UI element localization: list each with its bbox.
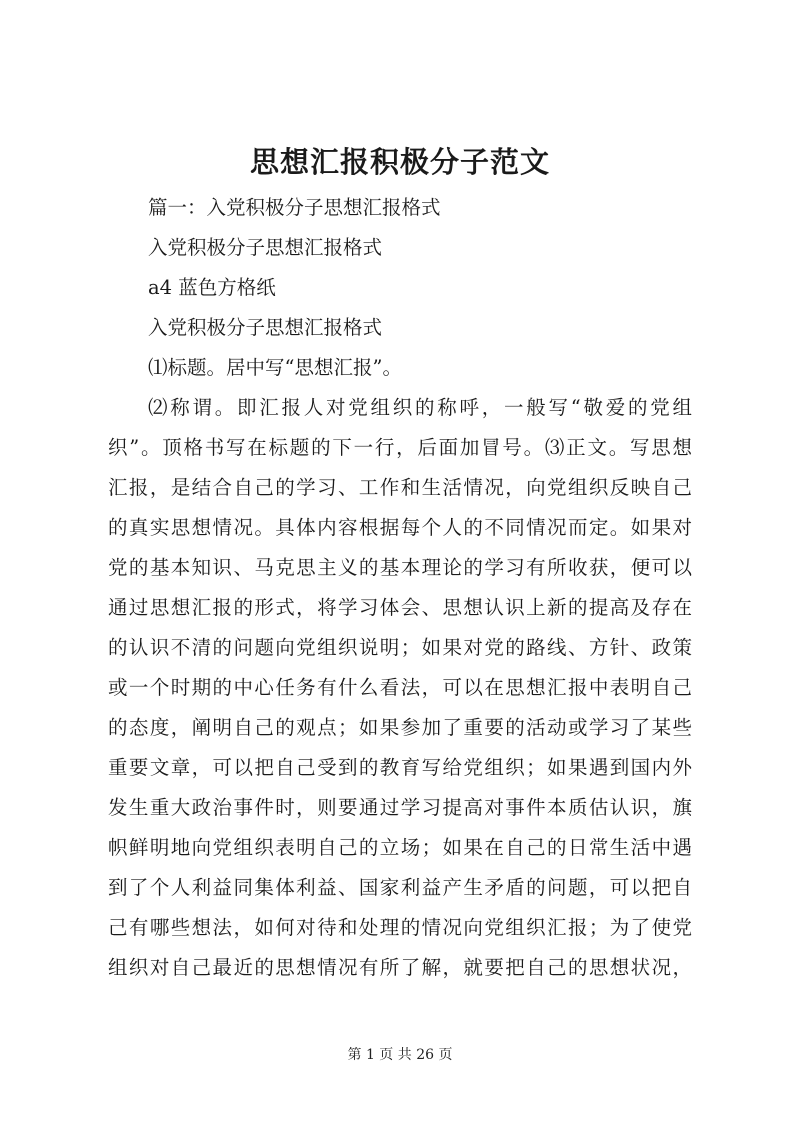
page-number-footer: 第 1 页 共 26 页	[347, 1047, 453, 1063]
paragraph-line: 汇报，是结合自己的学习、工作和生活情况，向党组织反映自己	[108, 476, 692, 499]
paragraph-line: 党的基本知识、马克思主义的基本理论的学习有所收获，便可以	[108, 556, 692, 579]
document-body	[108, 188, 692, 988]
paragraph-line: 或一个时期的中心任务有什么看法，可以在思想汇报中表明自己	[108, 676, 692, 699]
paragraph-line: 组织对自己最近的思想情况有所了解，就要把自己的思想状况，	[108, 956, 692, 979]
paragraph-line: 的真实思想情况。具体内容根据每个人的不同情况而定。如果对	[108, 516, 692, 539]
paper-spec: a4 蓝色方格纸	[148, 276, 276, 299]
document-title: 思想汇报积极分子范文	[249, 145, 550, 179]
subheading: 入党积极分子思想汇报格式	[148, 316, 383, 339]
paragraph-line: 重要文章，可以把自己受到的教育写给党组织；如果遇到国内外	[108, 756, 692, 779]
paragraph-line: 织”。顶格书写在标题的下一行，后面加冒号。⑶正文。写思想	[108, 436, 692, 459]
paragraph-line: ⑵称谓。即汇报人对党组织的称呼，一般写“敬爱的党组	[148, 396, 692, 419]
paragraph-line: 的态度，阐明自己的观点；如果参加了重要的活动或学习了某些	[108, 716, 692, 739]
paragraph-line: 到了个人利益同集体利益、国家利益产生矛盾的问题，可以把自	[108, 876, 692, 899]
section-heading: 篇一：入党积极分子思想汇报格式	[148, 196, 441, 219]
paragraph-line: 发生重大政治事件时，则要通过学习提高对事件本质估认识，旗	[108, 796, 692, 819]
paragraph-line: 的认识不清的问题向党组织说明；如果对党的路线、方针、政策	[108, 636, 692, 659]
paragraph-line: 通过思想汇报的形式，将学习体会、思想认识上新的提高及存在	[108, 596, 692, 619]
paragraph-line: 帜鲜明地向党组织表明自己的立场；如果在自己的日常生活中遇	[108, 836, 692, 859]
paragraph-line: 己有哪些想法，如何对待和处理的情况向党组织汇报；为了使党	[108, 916, 692, 939]
subheading: 入党积极分子思想汇报格式	[148, 236, 383, 259]
item-title-rule: ⑴标题。居中写“思想汇报”。	[148, 356, 402, 379]
